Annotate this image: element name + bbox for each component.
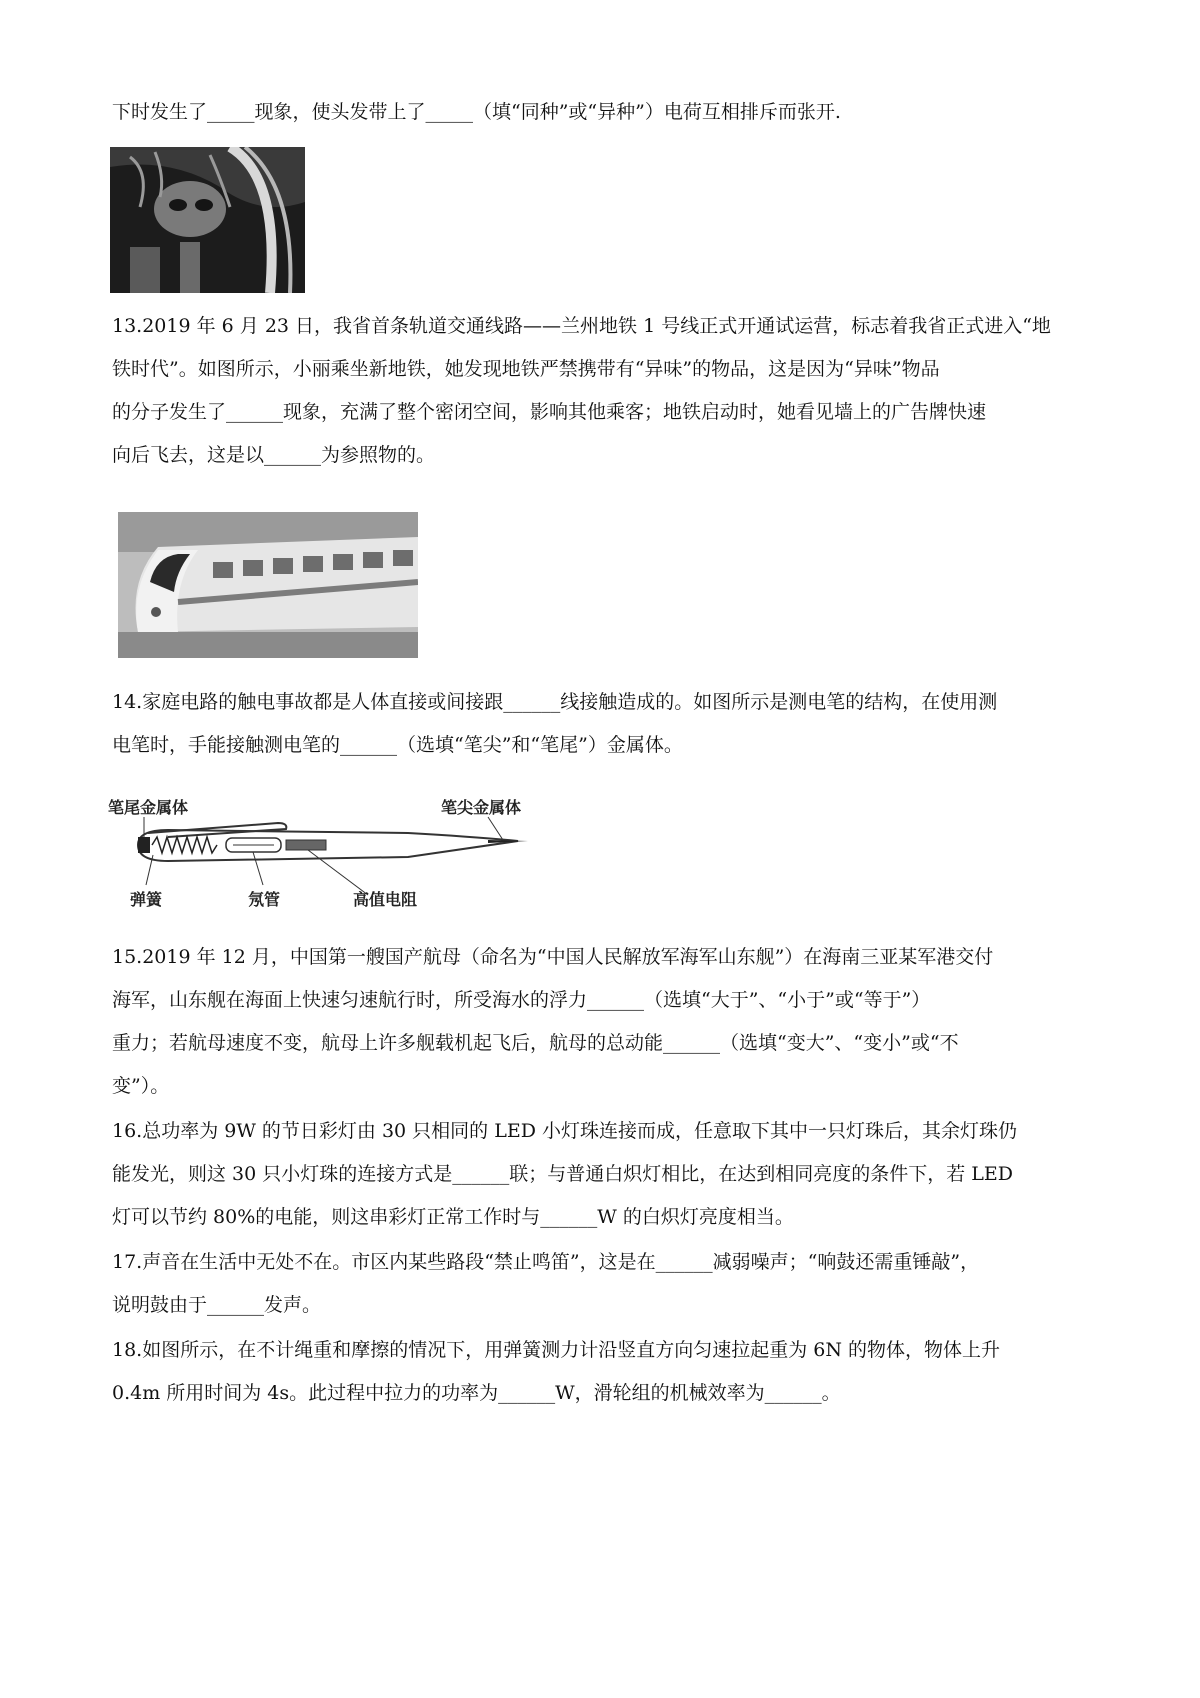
- q13-line-4: 向后飞去，这是以______为参照物的。: [112, 444, 436, 466]
- subway-train-photo: [118, 512, 418, 658]
- q15-line-1: 15.2019 年 12 月，中国第一艘国产航母（命名为“中国人民解放军海军山东舰”）在海南三亚某军港交付: [112, 946, 994, 968]
- label-tail-metal: 笔尾金属体: [108, 798, 189, 817]
- q16-line-2: 能发光，则这 30 只小灯珠的连接方式是______联；与普通白炽灯相比，在达到相同亮度的条件下，若 LED: [112, 1163, 1014, 1185]
- q17-line-1: 17.声音在生活中无处不在。市区内某些路段“禁止鸣笛”，这是在______减弱噪声；“响鼓还需重锤敲”，: [112, 1251, 980, 1273]
- q14-line-2: 电笔时，手能接触测电笔的______（选填“笔尖”和“笔尾”）金属体。: [112, 734, 683, 756]
- q12-line-1: 下时发生了_____现象，使头发带上了_____（填“同种”或“异种”）电荷互相排斥而张开.: [112, 101, 841, 123]
- label-neon-tube: 氖管: [248, 890, 281, 909]
- q15-line-4: 变”）。: [112, 1075, 170, 1097]
- q18-line-2: 0.4m 所用时间为 4s。此过程中拉力的功率为______W，滑轮组的机械效率为______。: [112, 1382, 841, 1404]
- q17-line-2: 说明鼓由于______发声。: [112, 1294, 322, 1316]
- q14-line-1: 14.家庭电路的触电事故都是人体直接或间接跟______线接触造成的。如图所示是测电笔的结构，在使用测: [112, 691, 998, 713]
- label-resistor: 高值电阻: [353, 890, 418, 909]
- q13-line-2: 铁时代”。如图所示，小丽乘坐新地铁，她发现地铁严禁携带有“异味”的物品，这是因为“异味”物品: [112, 358, 940, 380]
- q15-line-3: 重力；若航母速度不变，航母上许多舰载机起飞后，航母的总动能______（选填“变大”、“变小”或“不: [112, 1032, 959, 1054]
- q15-line-2: 海军，山东舰在海面上快速匀速航行时，所受海水的浮力______（选填“大于”、“小于”或“等于”）: [112, 989, 931, 1011]
- q18-line-1: 18.如图所示，在不计绳重和摩擦的情况下，用弹簧测力计沿竖直方向匀速拉起重为 6N 的物体，物体上升: [112, 1339, 1001, 1361]
- q16-line-3: 灯可以节约 80%的电能，则这串彩灯正常工作时与______W 的白炽灯亮度相当。: [112, 1206, 794, 1228]
- q13-line-3: 的分子发生了______现象，充满了整个密闭空间，影响其他乘客；地铁启动时，她看见墙上的广告牌快速: [112, 401, 987, 423]
- label-spring: 弹簧: [130, 890, 163, 909]
- q13-line-1: 13.2019 年 6 月 23 日，我省首条轨道交通线路——兰州地铁 1 号线正式开通试运营，标志着我省正式进入“地: [112, 315, 1051, 337]
- test-pen-diagram: [108, 795, 538, 915]
- hair-static-photo: [110, 147, 305, 293]
- label-tip-metal: 笔尖金属体: [441, 798, 522, 817]
- q16-line-1: 16.总功率为 9W 的节日彩灯由 30 只相同的 LED 小灯珠连接而成，任意取下其中一只灯珠后，其余灯珠仍: [112, 1120, 1017, 1142]
